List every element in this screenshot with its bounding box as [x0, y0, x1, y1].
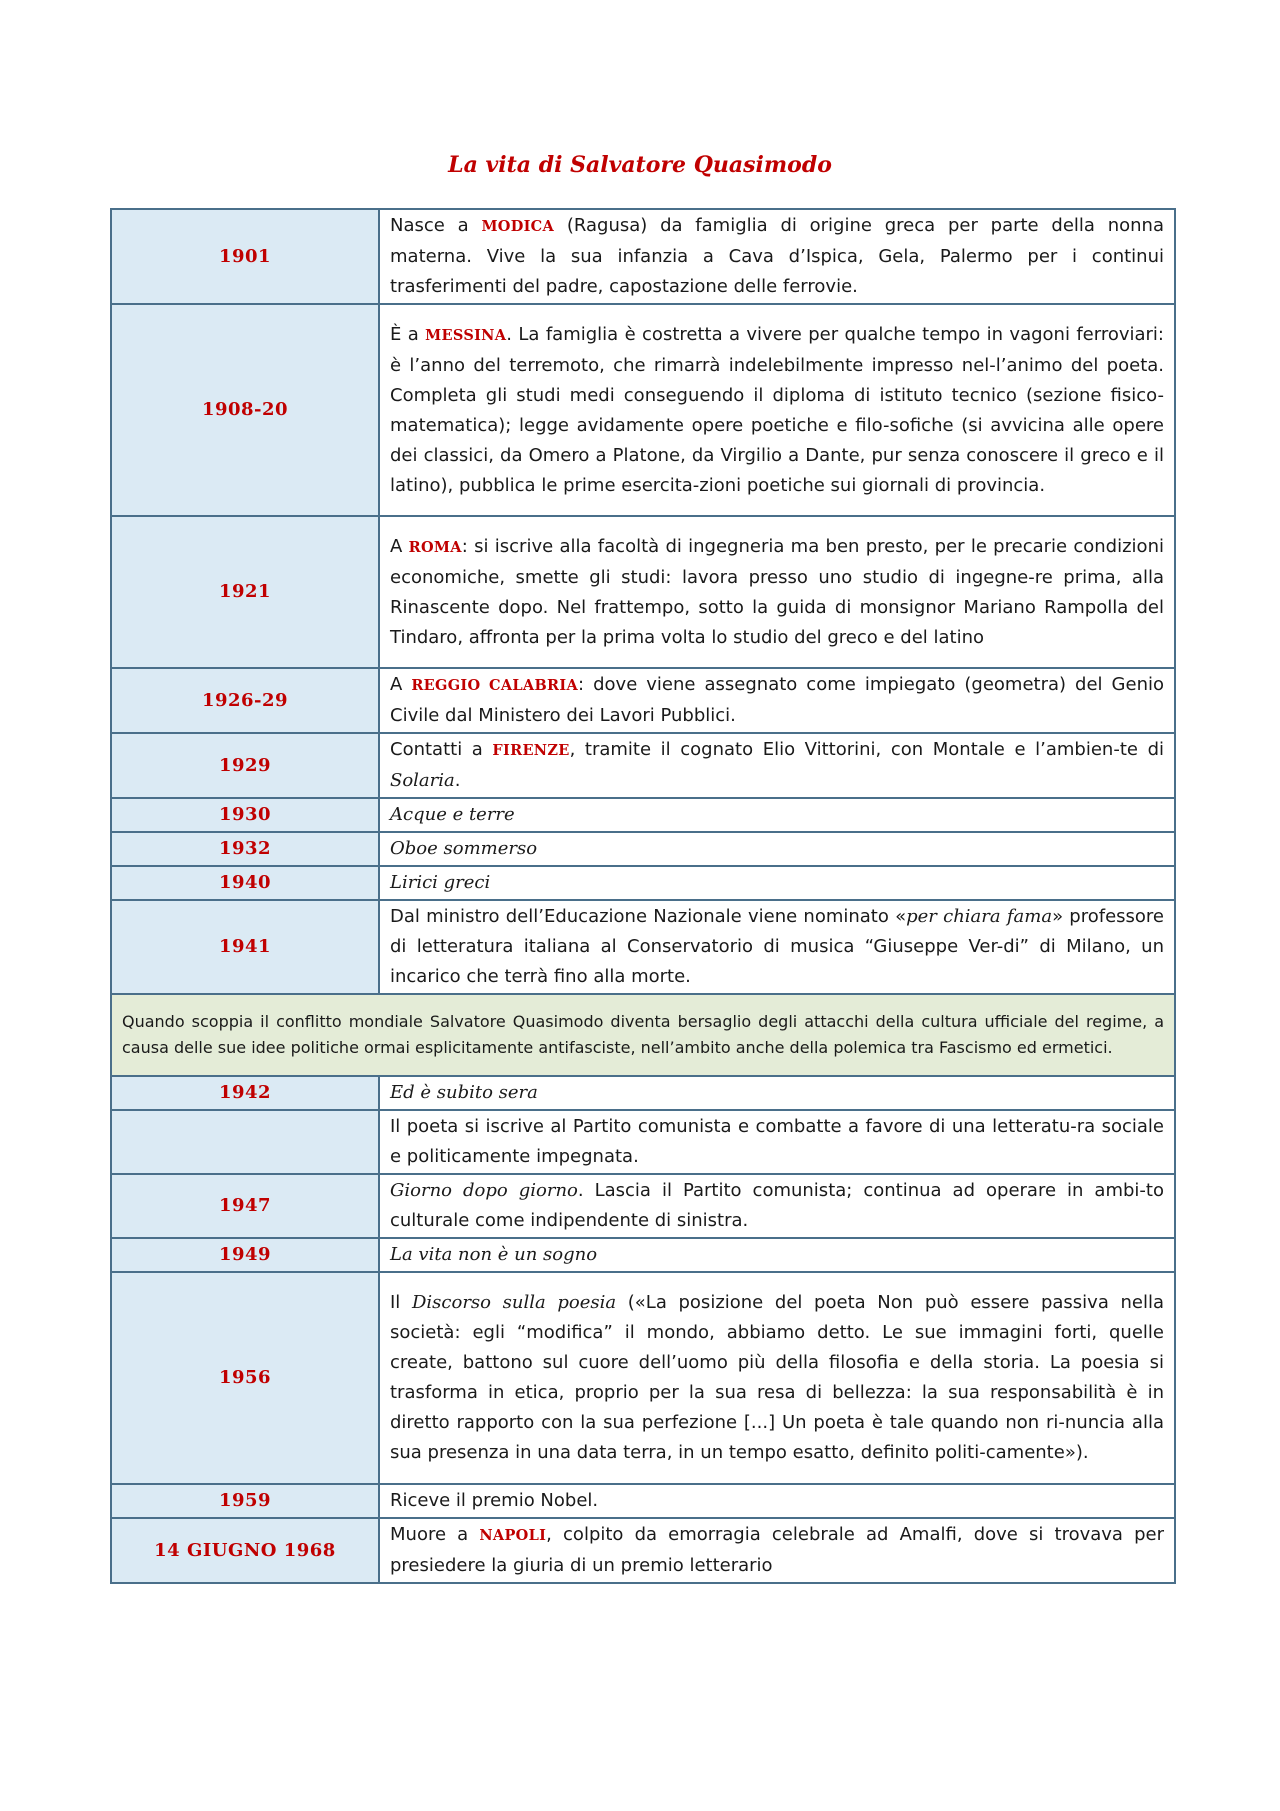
work-title: Lirici greci	[390, 872, 491, 893]
work-title: Solaria	[390, 770, 455, 791]
work-title: La vita non è un sogno	[390, 1244, 598, 1265]
place-name: MESSINA	[425, 326, 507, 344]
work-title: per chiara fama	[906, 906, 1053, 927]
table-row	[111, 1238, 1175, 1272]
place-name: REGGIO CALABRIA	[411, 677, 579, 694]
description-cell: Riceve il premio Nobel.	[379, 1484, 1175, 1518]
table-row	[111, 516, 1175, 668]
place-name: ROMA	[408, 538, 462, 556]
description-cell: Dal ministro dell’Educazione Nazionale viene nominato «per chiara fama» professore di letteratura italiana al Conservatorio di musica “Giuseppe Ver-di” di Milano, un incarico che terrà fino alla morte.	[379, 900, 1175, 994]
description-cell: A ROMA: si iscrive alla facoltà di ingegneria ma ben presto, per le precarie condizioni economiche, smette gli studi: lavora presso uno studio di ingegne-re prima, alla Rinascente dopo. Nel frattempo, sotto la guida di monsignor Mariano Rampolla del Tindaro, affronta per la prima volta lo studio del greco e del latino	[379, 516, 1175, 668]
year-cell: 1908-20	[111, 304, 379, 516]
year-cell: 1930	[111, 798, 379, 832]
description-cell: Il poeta si iscrive al Partito comunista e combatte a favore di una letteratu-ra sociale e politicamente impegnata.	[379, 1110, 1175, 1174]
table-row	[111, 1110, 1175, 1174]
description-cell: Muore a NAPOLI, colpito da emorragia celebrale ad Amalfi, dove si trovava per presiedere la giuria di un premio letterario	[379, 1518, 1175, 1583]
work-title: Acque e terre	[390, 804, 515, 825]
table-row	[111, 1518, 1175, 1583]
table-row	[111, 304, 1175, 516]
description-cell: È a MESSINA. La famiglia è costretta a vivere per qualche tempo in vagoni ferroviari: è l’anno del terremoto, che rimarrà indelebilmente impresso nel-l’animo del poeta. Completa gli studi medi conseguendo il diploma di istituto tecnico (sezione fisico-matematica); legge avidamente opere poetiche e filo-sofiche (si avvicina alle opere dei classici, da Omero a Platone, da Virgilio a Dante, pur senza conoscere il greco e il latino), pubblica le prime esercita-zioni poetiche sui giornali di provincia.	[379, 304, 1175, 516]
table-row	[111, 1484, 1175, 1518]
work-title: Ed è subito sera	[390, 1082, 538, 1103]
table-row	[111, 1174, 1175, 1238]
table-row	[111, 1076, 1175, 1110]
year-cell	[111, 1110, 379, 1174]
year-cell: 1901	[111, 209, 379, 304]
description-cell	[379, 798, 1175, 832]
table-row	[111, 832, 1175, 866]
table-row	[111, 866, 1175, 900]
place-name: MODICA	[481, 218, 555, 235]
note-row	[111, 994, 1175, 1076]
year-cell: 14 GIUGNO 1968	[111, 1518, 379, 1583]
year-cell: 1947	[111, 1174, 379, 1238]
description-cell: Contatti a FIRENZE, tramite il cognato Elio Vittorini, con Montale e l’ambien-te di Solaria.	[379, 733, 1175, 798]
table-row	[111, 798, 1175, 832]
year-cell: 1921	[111, 516, 379, 668]
work-title: Discorso sulla poesia	[411, 1292, 617, 1313]
year-cell: 1926-29	[111, 668, 379, 733]
timeline-table	[110, 208, 1176, 1584]
year-cell: 1959	[111, 1484, 379, 1518]
year-cell: 1940	[111, 866, 379, 900]
description-cell: Giorno dopo giorno. Lascia il Partito comunista; continua ad operare in ambi-to culturale come indipendente di sinistra.	[379, 1174, 1175, 1238]
table-row	[111, 1272, 1175, 1484]
description-cell: Nasce a MODICA (Ragusa) da famiglia di origine greca per parte della nonna materna. Vive la sua infanzia a Cava d’Ispica, Gela, Palermo per i continui trasferimenti del padre, capostazione delle ferrovie.	[379, 209, 1175, 304]
page-title: La vita di Salvatore Quasimodo	[448, 152, 832, 178]
description-cell: A REGGIO CALABRIA: dove viene assegnato come impiegato (geometra) del Genio Civile dal Ministero dei Lavori Pubblici.	[379, 668, 1175, 733]
table-row	[111, 900, 1175, 994]
description-cell	[379, 832, 1175, 866]
table-row	[111, 668, 1175, 733]
work-title: Oboe sommerso	[390, 838, 538, 859]
year-cell: 1929	[111, 733, 379, 798]
year-cell: 1949	[111, 1238, 379, 1272]
place-name: NAPOLI	[479, 1527, 547, 1544]
description-cell: Il Discorso sulla poesia («La posizione del poeta Non può essere passiva nella società: egli “modifica” il mondo, abbiamo detto. Le sue immagini forti, quelle create, battono sul cuore dell’uomo più della filosofia e della storia. La poesia si trasforma in etica, proprio per la sua resa di bellezza: la sua responsabilità è in diretto rapporto con la sua perfezione [...] Un poeta è tale quando non ri-nuncia alla sua presenza in una data terra, in un tempo esatto, definito politi-camente»).	[379, 1272, 1175, 1484]
year-cell: 1932	[111, 832, 379, 866]
description-cell	[379, 1238, 1175, 1272]
table-row	[111, 209, 1175, 304]
description-cell	[379, 866, 1175, 900]
year-cell: 1942	[111, 1076, 379, 1110]
year-cell: 1941	[111, 900, 379, 994]
year-cell: 1956	[111, 1272, 379, 1484]
description-cell	[379, 1076, 1175, 1110]
note-cell: Quando scoppia il conflitto mondiale Salvatore Quasimodo diventa bersaglio degli attacchi della cultura ufficiale del regime, a causa delle sue idee politiche ormai esplicitamente antifasciste, nell’ambito anche della polemica tra Fascismo ed ermetici.	[111, 994, 1175, 1076]
table-row	[111, 733, 1175, 798]
work-title: Giorno dopo giorno	[390, 1180, 578, 1201]
place-name: FIRENZE	[492, 742, 570, 759]
